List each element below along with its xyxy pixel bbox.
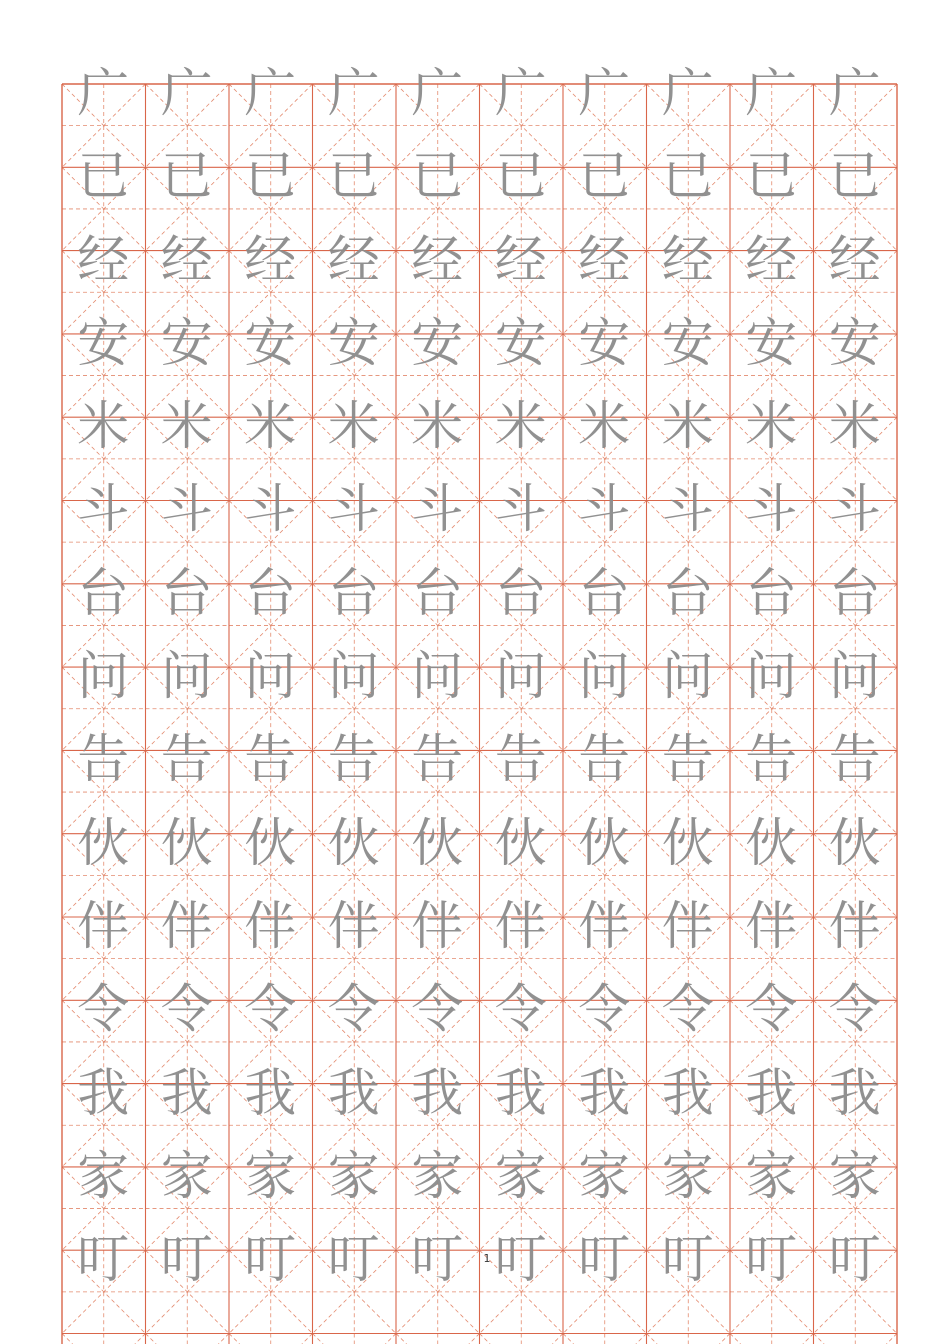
- trace-character: 米: [411, 397, 464, 458]
- trace-character: 广: [327, 63, 380, 124]
- trace-character: 安: [578, 313, 631, 374]
- trace-character: 斗: [244, 480, 297, 541]
- trace-character: 经: [411, 230, 464, 291]
- trace-character: 伙: [327, 813, 380, 874]
- trace-character: 米: [327, 397, 380, 458]
- trace-character: 米: [244, 397, 297, 458]
- trace-character: 告: [160, 730, 213, 791]
- trace-character: 问: [661, 647, 714, 708]
- trace-character: 令: [77, 980, 130, 1041]
- trace-character: 家: [244, 1146, 297, 1207]
- trace-character: 安: [745, 313, 798, 374]
- trace-character: 叮: [828, 1230, 881, 1291]
- trace-character: 问: [494, 647, 547, 708]
- trace-character: 伙: [661, 813, 714, 874]
- trace-character: 问: [828, 647, 881, 708]
- trace-character: 广: [411, 63, 464, 124]
- trace-character: 令: [828, 980, 881, 1041]
- trace-character: 已: [828, 147, 881, 208]
- trace-character: 台: [411, 563, 464, 624]
- trace-character: 斗: [411, 480, 464, 541]
- trace-character: 经: [828, 230, 881, 291]
- trace-character: 伴: [578, 896, 631, 957]
- trace-character: 令: [578, 980, 631, 1041]
- trace-character: 台: [160, 563, 213, 624]
- trace-character: 叮: [160, 1230, 213, 1291]
- trace-character: 经: [661, 230, 714, 291]
- trace-character: 米: [661, 397, 714, 458]
- trace-character: 令: [327, 980, 380, 1041]
- trace-character: 叮: [77, 1230, 130, 1291]
- trace-character: 问: [327, 647, 380, 708]
- trace-character: 伙: [578, 813, 631, 874]
- trace-character: 经: [244, 230, 297, 291]
- trace-character: 告: [327, 730, 380, 791]
- trace-character: 广: [578, 63, 631, 124]
- trace-character: 我: [160, 1063, 213, 1124]
- trace-character: 广: [828, 63, 881, 124]
- trace-character: 叮: [411, 1230, 464, 1291]
- trace-character: 台: [327, 563, 380, 624]
- trace-character: 我: [244, 1063, 297, 1124]
- trace-character: 家: [160, 1146, 213, 1207]
- trace-character: 广: [160, 63, 213, 124]
- trace-character: 台: [828, 563, 881, 624]
- trace-character: 斗: [578, 480, 631, 541]
- trace-character: 广: [745, 63, 798, 124]
- trace-character: 伙: [411, 813, 464, 874]
- trace-character: 家: [327, 1146, 380, 1207]
- trace-character: 告: [494, 730, 547, 791]
- trace-character: 叮: [578, 1230, 631, 1291]
- trace-character: 安: [661, 313, 714, 374]
- trace-character: 广: [661, 63, 714, 124]
- trace-character: 经: [745, 230, 798, 291]
- page-number: 1: [483, 1252, 491, 1265]
- trace-character: 令: [661, 980, 714, 1041]
- trace-character: 告: [411, 730, 464, 791]
- trace-character: 叮: [244, 1230, 297, 1291]
- trace-character: 问: [411, 647, 464, 708]
- trace-character: 叮: [661, 1230, 714, 1291]
- trace-character: 米: [494, 397, 547, 458]
- trace-character: 问: [77, 647, 130, 708]
- trace-character: 伙: [160, 813, 213, 874]
- trace-character: 我: [327, 1063, 380, 1124]
- trace-character: 已: [160, 147, 213, 208]
- trace-character: 我: [661, 1063, 714, 1124]
- trace-character: 告: [578, 730, 631, 791]
- trace-character: 米: [828, 397, 881, 458]
- trace-character: 安: [160, 313, 213, 374]
- trace-character: 斗: [745, 480, 798, 541]
- trace-character: 台: [494, 563, 547, 624]
- trace-character: 台: [745, 563, 798, 624]
- trace-character: 安: [828, 313, 881, 374]
- trace-character: 安: [494, 313, 547, 374]
- trace-character: 伙: [745, 813, 798, 874]
- trace-character: 台: [661, 563, 714, 624]
- trace-character: 已: [494, 147, 547, 208]
- trace-character: 伴: [244, 896, 297, 957]
- trace-character: 已: [77, 147, 130, 208]
- trace-character: 经: [494, 230, 547, 291]
- trace-character: 米: [160, 397, 213, 458]
- trace-character: 家: [578, 1146, 631, 1207]
- trace-character: 伙: [244, 813, 297, 874]
- trace-character: 已: [411, 147, 464, 208]
- trace-character: 斗: [77, 480, 130, 541]
- trace-character: 我: [828, 1063, 881, 1124]
- trace-character: 安: [77, 313, 130, 374]
- trace-character: 台: [77, 563, 130, 624]
- trace-character: 已: [661, 147, 714, 208]
- trace-character: 伙: [828, 813, 881, 874]
- trace-character: 我: [494, 1063, 547, 1124]
- trace-character: 斗: [661, 480, 714, 541]
- trace-character: 伴: [661, 896, 714, 957]
- trace-character: 斗: [160, 480, 213, 541]
- trace-character: 伙: [494, 813, 547, 874]
- trace-character: 伴: [160, 896, 213, 957]
- trace-character: 台: [244, 563, 297, 624]
- trace-character: 我: [77, 1063, 130, 1124]
- trace-character: 米: [77, 397, 130, 458]
- trace-character: 问: [244, 647, 297, 708]
- trace-character: 广: [494, 63, 547, 124]
- trace-character: 经: [160, 230, 213, 291]
- trace-character: 叮: [327, 1230, 380, 1291]
- trace-character: 令: [745, 980, 798, 1041]
- trace-character: 令: [494, 980, 547, 1041]
- trace-character: 叮: [494, 1230, 547, 1291]
- trace-character: 经: [327, 230, 380, 291]
- trace-character: 斗: [828, 480, 881, 541]
- trace-character: 家: [494, 1146, 547, 1207]
- trace-character: 令: [244, 980, 297, 1041]
- trace-character: 已: [578, 147, 631, 208]
- trace-character: 令: [160, 980, 213, 1041]
- trace-character: 家: [745, 1146, 798, 1207]
- trace-character: 伴: [745, 896, 798, 957]
- trace-character: 伴: [494, 896, 547, 957]
- trace-character: 台: [578, 563, 631, 624]
- trace-character: 伴: [828, 896, 881, 957]
- trace-character: 广: [244, 63, 297, 124]
- trace-character: 告: [828, 730, 881, 791]
- trace-character: 斗: [494, 480, 547, 541]
- trace-character: 已: [327, 147, 380, 208]
- trace-character: 伴: [411, 896, 464, 957]
- trace-character: 家: [77, 1146, 130, 1207]
- trace-character: 伙: [77, 813, 130, 874]
- trace-character: 告: [77, 730, 130, 791]
- trace-character: 安: [327, 313, 380, 374]
- trace-character: 问: [578, 647, 631, 708]
- trace-character: 已: [745, 147, 798, 208]
- trace-character: 我: [745, 1063, 798, 1124]
- trace-character: 令: [411, 980, 464, 1041]
- trace-character: 告: [745, 730, 798, 791]
- trace-character: 安: [244, 313, 297, 374]
- trace-character: 家: [828, 1146, 881, 1207]
- trace-character: 经: [77, 230, 130, 291]
- trace-character: 广: [77, 63, 130, 124]
- trace-character: 经: [578, 230, 631, 291]
- trace-character: 斗: [327, 480, 380, 541]
- trace-character: 我: [578, 1063, 631, 1124]
- trace-character: 伴: [327, 896, 380, 957]
- trace-character: 我: [411, 1063, 464, 1124]
- trace-character: 叮: [745, 1230, 798, 1291]
- trace-character: 伴: [77, 896, 130, 957]
- trace-character: 已: [244, 147, 297, 208]
- trace-character: 问: [745, 647, 798, 708]
- trace-character: 告: [661, 730, 714, 791]
- trace-character: 家: [411, 1146, 464, 1207]
- trace-character: 告: [244, 730, 297, 791]
- trace-character: 米: [578, 397, 631, 458]
- trace-character: 问: [160, 647, 213, 708]
- trace-character: 安: [411, 313, 464, 374]
- trace-character: 米: [745, 397, 798, 458]
- trace-character: 家: [661, 1146, 714, 1207]
